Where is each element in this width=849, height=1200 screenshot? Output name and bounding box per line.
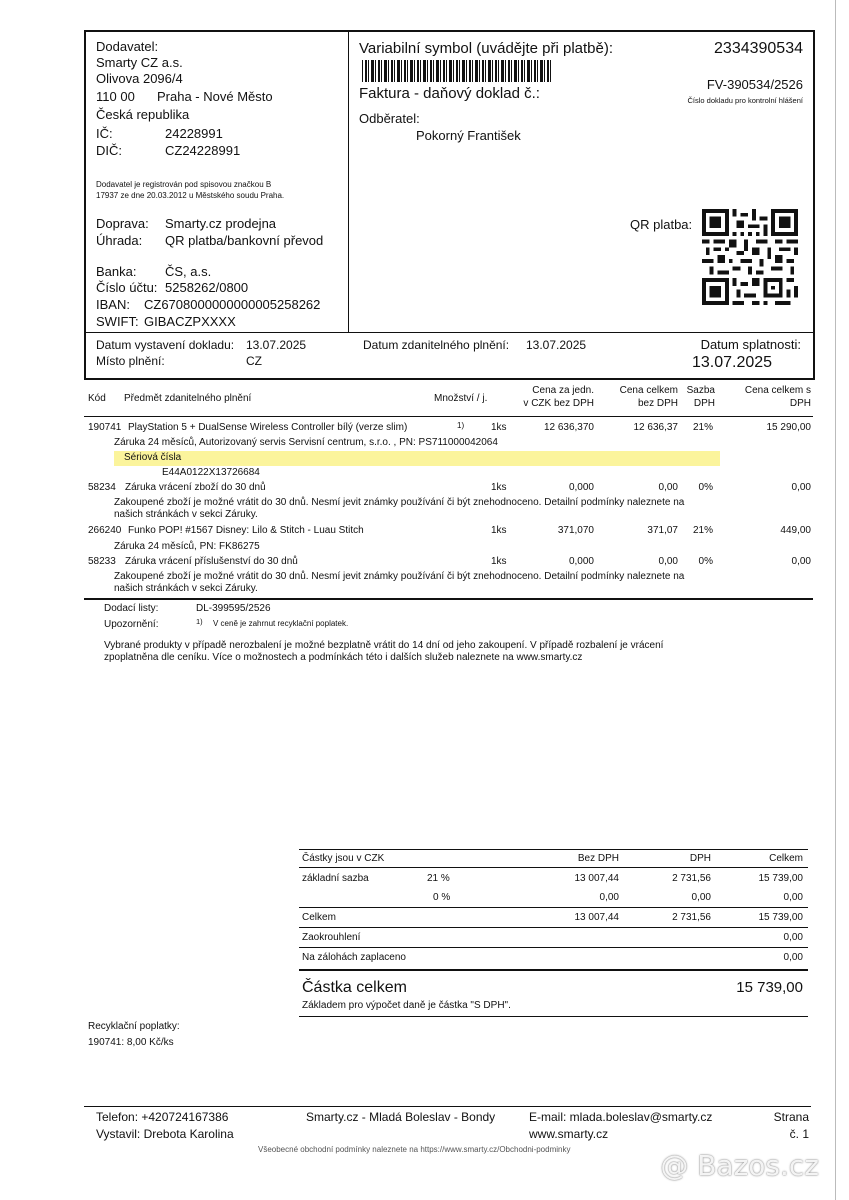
- taxable-date-label: Datum zdanitelného plnění:: [363, 338, 510, 352]
- summary-r21-total: 15 739,00: [758, 873, 803, 884]
- grand-total-label: Částka celkem: [302, 979, 407, 996]
- recycling-value: 190741: 8,00 Kč/ks: [88, 1037, 174, 1048]
- row2-desc-1: Zakoupené zboží je možné vrátit do 30 dnů. Nesmí jevit známky používání či být znehodnoceno. Detailní podmínky naleznete na: [114, 497, 685, 508]
- summary-bottom-rule: [299, 1016, 808, 1017]
- row1-serial-label: Sériová čísla: [124, 452, 182, 463]
- row2-gross: 0,00: [791, 482, 811, 493]
- row3-total: 371,07: [647, 525, 678, 536]
- supplier-ic-label: IČ:: [96, 126, 113, 141]
- row4-name: Záruka vrácení příslušenství do 30 dnů: [125, 556, 298, 567]
- grand-total: 15 739,00: [736, 979, 803, 996]
- supplier-label: Dodavatel:: [96, 39, 159, 54]
- supplier-dic: CZ24228991: [165, 143, 241, 158]
- supplier-zip: 110 00: [96, 89, 135, 104]
- due-date: 13.07.2025: [692, 354, 773, 371]
- header-divider-horizontal: [85, 332, 814, 333]
- table-header-rule: [84, 416, 813, 417]
- supplier-ic: 24228991: [165, 126, 223, 141]
- row1-name: PlayStation 5 + DualSense Wireless Controller bílý (verze slim): [128, 422, 408, 433]
- control-report-note: Číslo dokladu pro kontrolní hlášení: [687, 96, 803, 105]
- row1-total: 12 636,37: [633, 422, 678, 433]
- supplier-dic-label: DIČ:: [96, 143, 122, 158]
- registration-line-2: 17937 ze dne 20.03.2012 u Městského soudu Praha.: [96, 191, 285, 200]
- variable-symbol-label: Variabilní symbol (uvádějte při platbě):: [359, 40, 614, 57]
- summary-rounding-rule: [299, 947, 808, 948]
- swift-value: GIBACZPXXXX: [144, 314, 236, 329]
- customer-name: Pokorný František: [416, 128, 521, 143]
- customer-label: Odběratel:: [359, 111, 420, 126]
- bank-label: Banka:: [96, 264, 137, 279]
- row2-rate: 0%: [698, 482, 713, 493]
- col-qty: Množství / j.: [434, 393, 488, 404]
- footer-branch: Smarty.cz - Mladá Boleslav - Bondy: [306, 1110, 496, 1124]
- transport-value: Smarty.cz prodejna: [165, 216, 277, 231]
- summary-total-total: 15 739,00: [758, 912, 803, 923]
- summary-r0-vat: 0,00: [691, 892, 711, 903]
- summary-col-base: Bez DPH: [577, 853, 619, 864]
- col-code: Kód: [88, 393, 106, 404]
- summary-rates-rule: [299, 907, 808, 908]
- swift-label: SWIFT:: [96, 314, 139, 329]
- footer-web[interactable]: www.smarty.cz: [529, 1127, 609, 1141]
- row4-unit: 0,000: [568, 556, 594, 567]
- row4-code: 58233: [88, 556, 116, 567]
- summary-r21-base: 13 007,44: [574, 873, 619, 884]
- return-policy-1: Vybrané produkty v případě nerozbalení je možné bezplatně vrátit do 14 dní od jeho zakoupení. V případě rozbalení je vrácení: [104, 640, 664, 651]
- row3-name: Funko POP! #1567 Disney: Lilo & Stitch - Luau Stitch: [128, 525, 364, 536]
- summary-rate-21: 21 %: [427, 873, 450, 884]
- col-rate-1: Sazba: [686, 385, 715, 396]
- summary-col-vat: DPH: [689, 853, 711, 864]
- invoice-title: Faktura - daňový doklad č.:: [359, 85, 540, 102]
- row3-qty: 1ks: [491, 525, 507, 536]
- row1-note-mark: 1): [457, 421, 465, 430]
- recycling-label: Recyklační poplatky:: [88, 1021, 180, 1032]
- table-bottom-rule: [84, 598, 813, 600]
- row1-warranty: Záruka 24 měsíců, Autorizovaný servis Servisní centrum, s.r.o. , PN: PS711000042064: [114, 437, 498, 448]
- summary-total-rule: [299, 927, 808, 928]
- serial-highlight: [114, 451, 720, 466]
- footer-rule: [84, 1106, 811, 1107]
- row1-code: 190741: [88, 422, 122, 433]
- payment-label: Úhrada:: [96, 233, 143, 248]
- account-label: Číslo účtu:: [96, 280, 158, 295]
- row1-qty: 1ks: [491, 422, 507, 433]
- summary-col-total: Celkem: [769, 853, 803, 864]
- summary-total-base: 13 007,44: [574, 912, 619, 923]
- col-total-1: Cena celkem: [619, 385, 678, 396]
- payment-value: QR platba/bankovní převod: [165, 233, 324, 248]
- supplier-city: Praha - Nové Město: [157, 89, 273, 104]
- header-divider-vertical: [348, 31, 349, 333]
- row2-qty: 1ks: [491, 482, 507, 493]
- footer-page-number: č. 1: [789, 1127, 809, 1141]
- transport-label: Doprava:: [96, 216, 149, 231]
- footer-terms[interactable]: Všeobecné obchodní podmínky naleznete na https://www.smarty.cz/Obchodni-podminky: [258, 1145, 571, 1154]
- taxable-date: 13.07.2025: [526, 338, 587, 352]
- row1-serial: E44A0122X13726684: [162, 467, 260, 478]
- warning-label: Upozornění:: [104, 619, 159, 630]
- row4-desc-1: Zakoupené zboží je možné vrátit do 30 dnů. Nesmí jevit známky používání či být znehodnoceno. Detailní podmínky naleznete na: [114, 571, 685, 582]
- place-value: CZ: [246, 354, 262, 368]
- summary-total-label: Celkem: [302, 912, 336, 923]
- col-unit-price-2: v CZK bez DPH: [523, 398, 594, 409]
- summary-rate-0: 0 %: [433, 892, 451, 903]
- footer-email: E-mail: mlada.boleslav@smarty.cz: [529, 1110, 713, 1124]
- summary-base-rate-label: základní sazba: [302, 873, 369, 884]
- row3-rate: 21%: [692, 525, 713, 536]
- row2-code: 58234: [88, 482, 116, 493]
- summary-rounding-label: Zaokrouhlení: [302, 932, 361, 943]
- iban-label: IBAN:: [96, 297, 130, 312]
- col-total-2: bez DPH: [637, 398, 678, 409]
- row3-unit: 371,070: [557, 525, 594, 536]
- row2-unit: 0,000: [568, 482, 594, 493]
- footer-phone: Telefon: +420724167386: [96, 1110, 229, 1124]
- variable-symbol: 2334390534: [714, 40, 803, 57]
- summary-advance: 0,00: [783, 952, 803, 963]
- warning-text: V ceně je zahrnut recyklační poplatek.: [213, 619, 349, 628]
- tax-basis-note: Základem pro výpočet daně je částka "S DPH".: [302, 1000, 511, 1011]
- summary-currency: Částky jsou v CZK: [302, 853, 385, 864]
- row4-rate: 0%: [698, 556, 713, 567]
- registration-line-1: Dodavatel je registrován pod spisovou značkou B: [96, 180, 272, 189]
- iban-value: CZ6708000000000005258262: [144, 297, 321, 312]
- supplier-name: Smarty CZ a.s.: [96, 55, 183, 70]
- issue-date: 13.07.2025: [246, 338, 307, 352]
- place-label: Místo plnění:: [96, 354, 165, 368]
- row4-desc-2: našich stránkách v sekci Záruky.: [114, 583, 258, 594]
- row1-gross: 15 290,00: [766, 422, 811, 433]
- qr-code-image: [702, 209, 798, 305]
- row1-unit: 12 636,370: [543, 422, 594, 433]
- row4-gross: 0,00: [791, 556, 811, 567]
- issue-date-label: Datum vystavení dokladu:: [96, 338, 235, 352]
- row3-gross: 449,00: [780, 525, 811, 536]
- delivery-notes-label: Dodací listy:: [104, 603, 159, 614]
- summary-r0-total: 0,00: [783, 892, 803, 903]
- bazos-watermark: @ Bazos.cz: [660, 1149, 819, 1182]
- supplier-country: Česká republika: [96, 107, 190, 122]
- col-rate-2: DPH: [693, 398, 715, 409]
- summary-rounding: 0,00: [783, 932, 803, 943]
- summary-advance-label: Na zálohách zaplaceno: [302, 952, 406, 963]
- footer-page-label: Strana: [773, 1110, 809, 1124]
- summary-header-rule: [299, 867, 808, 868]
- delivery-notes: DL-399595/2526: [196, 603, 271, 614]
- col-gross-1: Cena celkem s: [744, 385, 811, 396]
- row4-qty: 1ks: [491, 556, 507, 567]
- row2-name: Záruka vrácení zboží do 30 dnů: [125, 482, 266, 493]
- invoice-number: FV-390534/2526: [706, 77, 803, 92]
- footer-issuer: Vystavil: Drebota Karolina: [96, 1127, 234, 1141]
- row2-desc-2: našich stránkách v sekci Záruky.: [114, 509, 258, 520]
- return-policy-2: zpoplatněna dle ceníku. Více o možnostech a podmínkách této i dalších služeb naleznete na www.smarty.cz: [104, 652, 583, 663]
- warning-mark: 1): [196, 617, 203, 626]
- summary-grand-rule: [299, 969, 808, 971]
- row3-code: 266240: [88, 525, 122, 536]
- bank-value: ČS, a.s.: [165, 264, 212, 279]
- summary-total-vat: 2 731,56: [672, 912, 711, 923]
- supplier-street: Olivova 2096/4: [96, 71, 183, 86]
- col-item: Předmět zdanitelného plnění: [124, 393, 252, 404]
- row1-rate: 21%: [692, 422, 713, 433]
- col-gross-2: DPH: [789, 398, 811, 409]
- barcode-image: [362, 60, 552, 82]
- account-value: 5258262/0800: [165, 280, 249, 295]
- due-date-label: Datum splatnosti:: [700, 337, 801, 352]
- row3-warranty: Záruka 24 měsíců, PN: FK86275: [114, 541, 260, 552]
- col-unit-price-1: Cena za jedn.: [532, 385, 594, 396]
- qr-payment-label: QR platba:: [630, 217, 693, 232]
- summary-r21-vat: 2 731,56: [672, 873, 711, 884]
- row2-total: 0,00: [658, 482, 678, 493]
- summary-top-rule: [299, 849, 808, 850]
- row4-total: 0,00: [658, 556, 678, 567]
- summary-r0-base: 0,00: [599, 892, 619, 903]
